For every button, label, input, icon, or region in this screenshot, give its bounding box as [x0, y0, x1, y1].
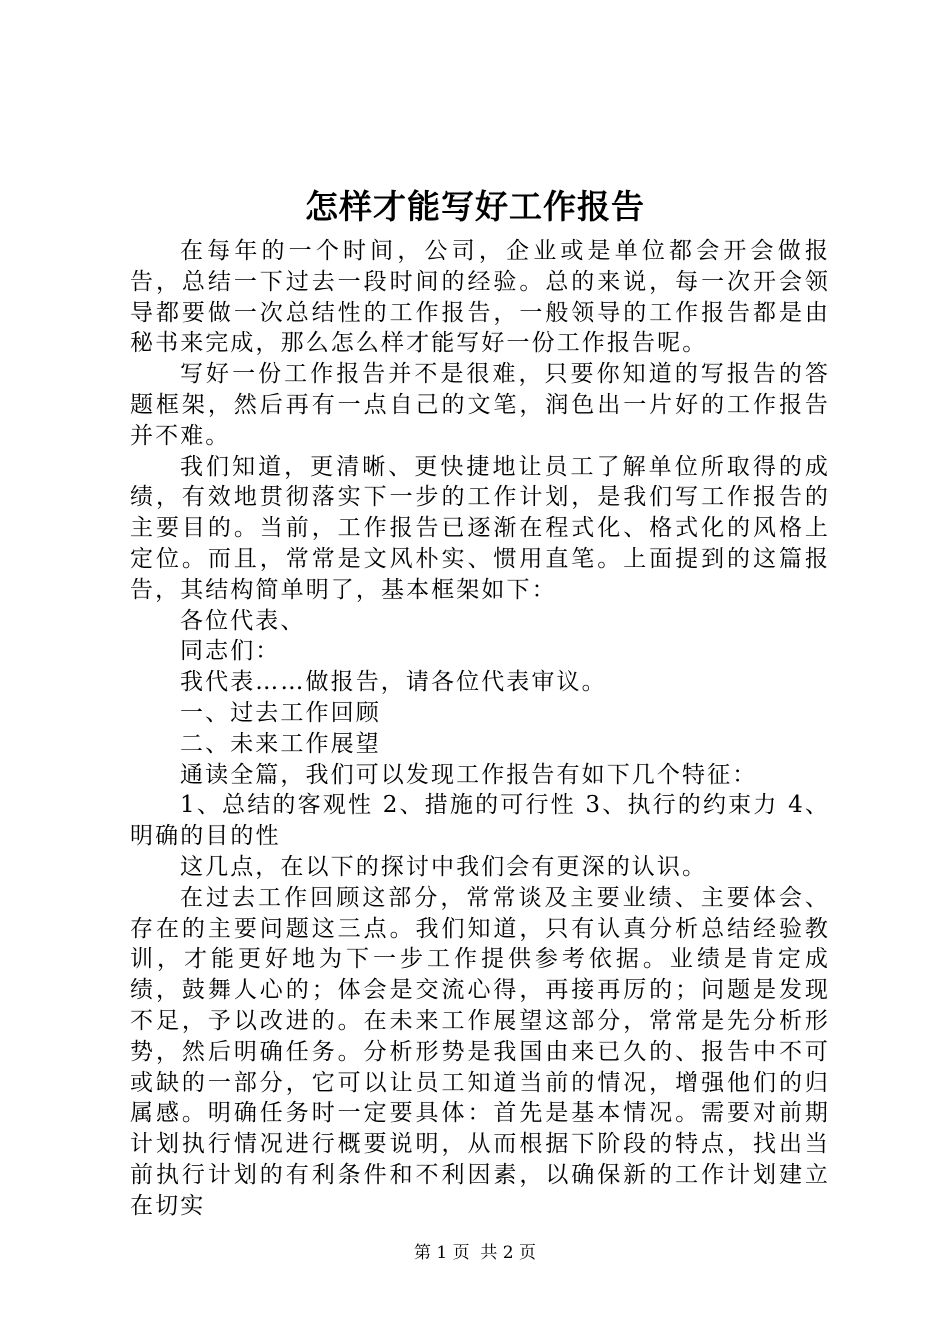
paragraph: 一、过去工作回顾 [180, 699, 381, 726]
paragraph: 在过去工作回顾这部分，常常谈及主要业绩、主要体会、存在的主要问题这三点。我们知道，只有认真分析总结经验教训，才能更好地为下一步工作提供参考依据。业绩是肯定成绩，鼓舞人心的；体会是交流心得，再接再厉的；问题是发现不足，予以改进的。在未来工作展望这部分，常常是先分析形势，然后明确任务。分析形势是我国由来已久的、报告中不可或缺的一部分，它可以让员工知道当前的情况，增强他们的归属感。明确任务时一定要具体：首先是基本情况。需要对前期计划执行情况进行概要说明，从而根据下阶段的特点，找出当前执行计划的有利条件和不利因素，以确保新的工作计划建立在切实 [130, 884, 830, 1219]
paragraph: 我代表……做报告，请各位代表审议。 [180, 669, 607, 696]
paragraph: 同志们： [180, 638, 281, 665]
paragraph: 在每年的一个时间，公司，企业或是单位都会开会做报告，总结一下过去一段时间的经验。总的来说，每一次开会领导都要做一次总结性的工作报告，一般领导的工作报告都是由秘书来完成，那么怎么样才能写好一份工作报告呢。 [130, 238, 830, 357]
paragraph: 这几点，在以下的探讨中我们会有更深的认识。 [180, 853, 708, 880]
paragraph: 1、总结的客观性 2、措施的可行性 3、执行的约束力 4、明确的目的性 [130, 792, 830, 850]
paragraph: 我们知道，更清晰、更快捷地让员工了解单位所取得的成绩，有效地贯彻落实下一步的工作计划，是我们写工作报告的主要目的。当前，工作报告已逐渐在程式化、格式化的风格上定位。而且，常常是文风朴实、惯用直笔。上面提到的这篇报告，其结构简单明了，基本框架如下： [130, 453, 830, 603]
document-body [130, 236, 830, 1222]
page-number-label: 第 1 页 共 2 页 [413, 1243, 537, 1263]
document-title: 怎样才能写好工作报告 [305, 187, 645, 226]
paragraph: 各位代表、 [180, 607, 306, 634]
paragraph: 写好一份工作报告并不是很难，只要你知道的写报告的答题框架，然后再有一点自己的文笔，润色出一片好的工作报告并不难。 [130, 361, 830, 449]
paragraph: 二、未来工作展望 [180, 730, 381, 757]
page-footer [0, 1241, 950, 1265]
paragraph: 通读全篇，我们可以发现工作报告有如下几个特征： [180, 761, 758, 788]
